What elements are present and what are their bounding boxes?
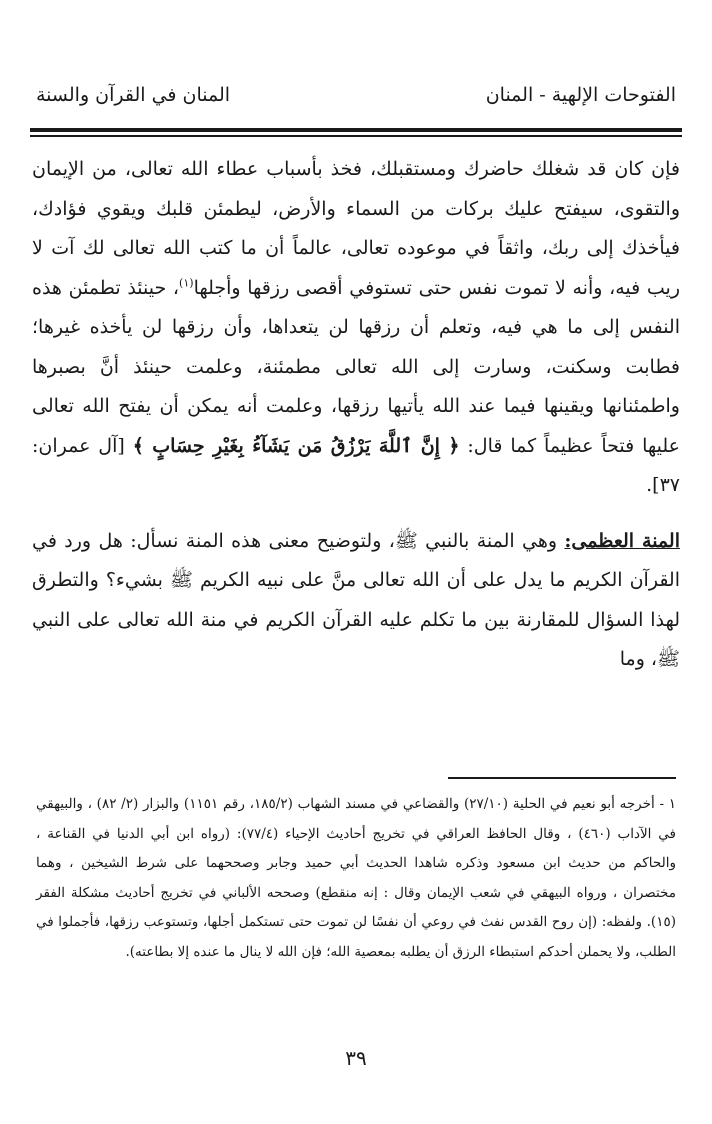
footnote-1-text: ١ - أخرجه أبو نعيم في الحلية (٢٧/١٠) والقضاعي في مسند الشهاب (١٨٥/٢، رقم ١١٥١) والبزار (٢/ ٨٢) ، والبيهقي في الآداب (٤٦٠) ، وقال الحافظ العراقي في تخريج أحاديث الإحياء (٧٧/٤): (رواه ابن أبي الدنيا في القناعة ، والحاكم من حديث ابن مسعود وذكره شاهدا الحديث أبي حميد وجابر وصححهما على شرط الشيخين ، وهما مختصران ، ورواه البيهقي في شعب الإيمان وقال : إنه منقطع) وصححه الألباني في تخريج أحاديث مشكلة الفقر (١٥). ولفظه: (إن روح القدس نفث في روعي أن نفسًا لن تموت حتى تستكمل أجلها، وتستوعب رزقها، فأجملوا في الطلب، ولا يحملن أحدكم استبطاء الرزق أن يطلبه بمعصية الله؛ فإن الله لا ينال ما عنده إلا بطاعته). xyxy=(36,796,677,960)
running-head xyxy=(36,84,676,118)
quran-citation: [آل عمران: ٣٧]. xyxy=(32,434,680,496)
paragraph-1-text: فإن كان قد شغلك حاضرك ومستقبلك، فخذ بأسباب عطاء الله تعالى، من الإيمان والتقوى، سيفتح عليك بركات من السماء والأرض، ليطمئن قلبك ويقوي فؤادك، فيأخذك إلى ربك، واثقاً في موعوده تعالى، عالماً أن ما كتب الله تعالى لك آت لا ريب فيه، وأنه لا تموت نفس حتى تستوفي أقصى رزقها وأجلها xyxy=(32,158,680,299)
paragraph-1 xyxy=(32,150,680,506)
header-rule-thick xyxy=(30,128,682,132)
footnote xyxy=(36,790,676,967)
footnote-reference[interactable]: (١) xyxy=(179,276,194,290)
running-head-chapter-title: المنان في القرآن والسنة xyxy=(36,84,231,106)
header-rule-thin xyxy=(30,135,682,137)
section-label: المنة العظمى: xyxy=(564,529,680,552)
footnote-separator xyxy=(448,777,676,779)
page-number: ٣٩ xyxy=(345,1046,367,1070)
paragraph-2 xyxy=(32,522,680,680)
quran-verse: ﴿ إِنَّ ٱللَّهَ يَرْزُقُ مَن يَشَآءُ بِغَيْرِ حِسَابٍ ﴾ xyxy=(132,434,460,457)
main-text xyxy=(32,150,680,680)
paragraph-2-text: وهي المنة بالنبي ﷺ، ولتوضيح معنى هذه المنة نسأل: هل ورد في القرآن الكريم ما يدل على أن الله تعالى منَّ على نبيه الكريم ﷺ بشيء؟ والتطرق لهذا السؤال للمقارنة بين ما تكلم عليه القرآن الكريم في منة الله تعالى على النبي ﷺ، وما xyxy=(32,529,680,670)
running-head-book-title: الفتوحات الإلهية - المنان xyxy=(485,84,676,106)
paragraph-1-text-continued: ، حينئذ تطمئن هذه النفس إلى ما هي فيه، وتعلم أن رزقها لن يتعداها، وأن رزقها لن يأخذه غيرها؛ فطابت وسكنت، وسارت إلى الله تعالى مطمئنة، وعلمت حينئذ أنَّ بصبرها واطمئنانها ويقينها فيما عند الله يأتيها رزقها، وعلمت أنه يمكن أن يفتح الله تعالى عليها فتحاً عظيماً كما قال: xyxy=(32,276,680,457)
